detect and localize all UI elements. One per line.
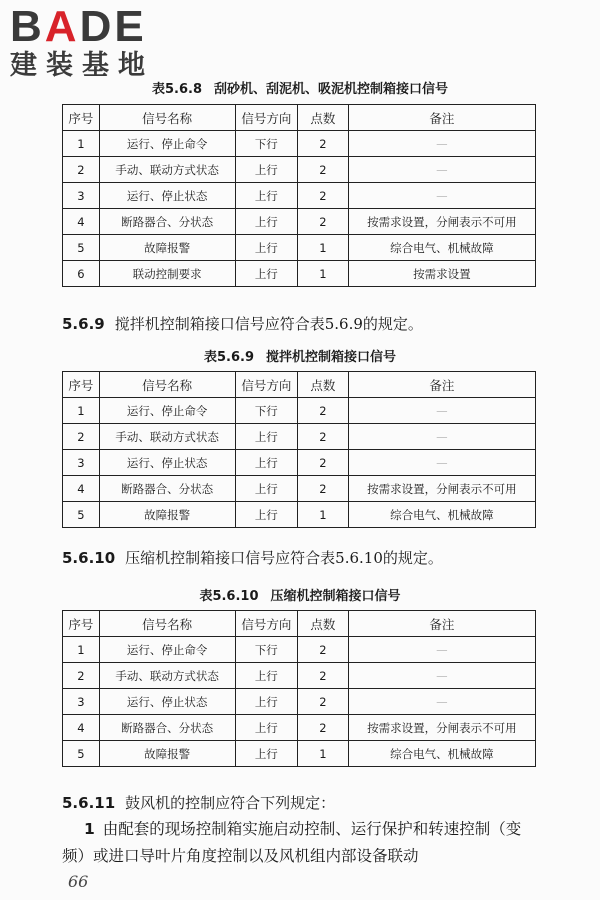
cell-index: 2 [63, 157, 100, 183]
cell-signal-name: 故障报警 [99, 741, 235, 767]
cell-index: 6 [63, 261, 100, 287]
col-header-signal-name: 信号名称 [99, 105, 235, 131]
table-row [63, 476, 536, 502]
table-header-row [63, 372, 536, 398]
signal-table-5-6-9 [62, 371, 536, 528]
cell-direction: 上行 [235, 741, 297, 767]
table-caption-5-6-9: 表5.6.9 搅拌机控制箱接口信号 [203, 350, 397, 365]
cell-index: 5 [63, 741, 100, 767]
cell-signal-name: 运行、停止命令 [99, 637, 235, 663]
table-header-row [63, 105, 536, 131]
cell-direction: 上行 [235, 183, 297, 209]
cell-remarks: — [348, 183, 535, 209]
cell-remarks: — [348, 637, 535, 663]
cell-index: 4 [63, 209, 100, 235]
cell-direction: 上行 [235, 663, 297, 689]
cell-direction: 下行 [235, 398, 297, 424]
cell-direction: 上行 [235, 689, 297, 715]
cell-remarks: — [348, 689, 535, 715]
clause-item-1: 1 由配套的现场控制箱实施启动控制、运行保护和转速控制（变频）或进口导叶片角度控制以及风机组内部设备联动 [62, 820, 522, 865]
bade-logo [10, 4, 154, 82]
col-header-signal-name: 信号名称 [99, 372, 235, 398]
cell-remarks: 按需求设置，分闸表示不可用 [348, 715, 535, 741]
cell-remarks: 按需求设置 [348, 261, 535, 287]
cell-signal-name: 运行、停止状态 [99, 450, 235, 476]
cell-direction: 下行 [235, 131, 297, 157]
cell-points: 2 [298, 637, 349, 663]
col-header-points: 点数 [298, 372, 349, 398]
table-row [63, 131, 536, 157]
signal-table-5-6-8 [62, 104, 536, 287]
table-row [63, 663, 536, 689]
cell-signal-name: 运行、停止状态 [99, 689, 235, 715]
clause-5-6-9: 5.6.9 搅拌机控制箱接口信号应符合表5.6.9的规定。 [62, 315, 423, 333]
col-header-points: 点数 [298, 105, 349, 131]
table-row [63, 689, 536, 715]
cell-remarks: — [348, 450, 535, 476]
cell-points: 2 [298, 450, 349, 476]
cell-index: 1 [63, 398, 100, 424]
cell-points: 2 [298, 715, 349, 741]
cell-signal-name: 手动、联动方式状态 [99, 157, 235, 183]
cell-index: 5 [63, 235, 100, 261]
table-row [63, 398, 536, 424]
cell-signal-name: 运行、停止命令 [99, 398, 235, 424]
table-row [63, 637, 536, 663]
cell-signal-name: 故障报警 [99, 235, 235, 261]
logo-subtitle: 建装基地 [10, 50, 154, 81]
cell-direction: 上行 [235, 476, 297, 502]
cell-points: 2 [298, 689, 349, 715]
cell-points: 2 [298, 183, 349, 209]
cell-points: 2 [298, 424, 349, 450]
cell-index: 1 [63, 637, 100, 663]
cell-points: 2 [298, 157, 349, 183]
cell-direction: 上行 [235, 209, 297, 235]
col-header-direction: 信号方向 [235, 105, 297, 131]
table-row [63, 424, 536, 450]
cell-index: 2 [63, 663, 100, 689]
cell-direction: 上行 [235, 450, 297, 476]
cell-signal-name: 手动、联动方式状态 [99, 424, 235, 450]
cell-index: 5 [63, 502, 100, 528]
cell-direction: 上行 [235, 261, 297, 287]
table-header-row [63, 611, 536, 637]
table-row [63, 715, 536, 741]
cell-points: 1 [298, 502, 349, 528]
cell-direction: 上行 [235, 424, 297, 450]
cell-index: 3 [63, 689, 100, 715]
cell-signal-name: 故障报警 [99, 502, 235, 528]
cell-remarks: 按需求设置，分闸表示不可用 [348, 476, 535, 502]
cell-index: 4 [63, 715, 100, 741]
table-row [63, 209, 536, 235]
cell-points: 1 [298, 741, 349, 767]
cell-remarks: — [348, 398, 535, 424]
cell-direction: 下行 [235, 637, 297, 663]
col-header-index: 序号 [63, 105, 100, 131]
cell-points: 1 [298, 261, 349, 287]
cell-signal-name: 断路器合、分状态 [99, 715, 235, 741]
table-row [63, 450, 536, 476]
cell-index: 4 [63, 476, 100, 502]
cell-points: 2 [298, 398, 349, 424]
cell-direction: 上行 [235, 157, 297, 183]
col-header-direction: 信号方向 [235, 372, 297, 398]
cell-index: 2 [63, 424, 100, 450]
table-row [63, 235, 536, 261]
col-header-remarks: 备注 [348, 372, 535, 398]
cell-points: 2 [298, 131, 349, 157]
cell-points: 1 [298, 235, 349, 261]
table-row [63, 261, 536, 287]
cell-points: 2 [298, 209, 349, 235]
cell-remarks: — [348, 157, 535, 183]
table-row [63, 183, 536, 209]
page-number: 66 [68, 872, 89, 891]
cell-remarks: — [348, 424, 535, 450]
table-caption-5-6-10: 表5.6.10 压缩机控制箱接口信号 [199, 589, 401, 604]
clause-5-6-11: 5.6.11 鼓风机的控制应符合下列规定： [62, 794, 336, 812]
cell-remarks: 综合电气、机械故障 [348, 502, 535, 528]
cell-index: 3 [63, 183, 100, 209]
cell-remarks: 综合电气、机械故障 [348, 741, 535, 767]
cell-signal-name: 运行、停止命令 [99, 131, 235, 157]
cell-signal-name: 断路器合、分状态 [99, 476, 235, 502]
col-header-signal-name: 信号名称 [99, 611, 235, 637]
logo-wordmark: BADE [10, 2, 147, 51]
cell-remarks: — [348, 663, 535, 689]
col-header-index: 序号 [63, 611, 100, 637]
signal-table-5-6-10 [62, 610, 536, 767]
cell-remarks: 综合电气、机械故障 [348, 235, 535, 261]
cell-remarks: 按需求设置，分闸表示不可用 [348, 209, 535, 235]
cell-direction: 上行 [235, 715, 297, 741]
cell-points: 2 [298, 663, 349, 689]
cell-signal-name: 断路器合、分状态 [99, 209, 235, 235]
cell-index: 1 [63, 131, 100, 157]
col-header-remarks: 备注 [348, 611, 535, 637]
clause-5-6-10: 5.6.10 压缩机控制箱接口信号应符合表5.6.10的规定。 [62, 549, 443, 567]
cell-signal-name: 运行、停止状态 [99, 183, 235, 209]
cell-remarks: — [348, 131, 535, 157]
col-header-index: 序号 [63, 372, 100, 398]
cell-points: 2 [298, 476, 349, 502]
table-row [63, 157, 536, 183]
col-header-direction: 信号方向 [235, 611, 297, 637]
cell-signal-name: 联动控制要求 [99, 261, 235, 287]
table-row [63, 741, 536, 767]
cell-direction: 上行 [235, 502, 297, 528]
cell-index: 3 [63, 450, 100, 476]
table-caption-5-6-8: 表5.6.8 刮砂机、刮泥机、吸泥机控制箱接口信号 [151, 82, 449, 97]
col-header-points: 点数 [298, 611, 349, 637]
cell-signal-name: 手动、联动方式状态 [99, 663, 235, 689]
col-header-remarks: 备注 [348, 105, 535, 131]
cell-direction: 上行 [235, 235, 297, 261]
table-row [63, 502, 536, 528]
